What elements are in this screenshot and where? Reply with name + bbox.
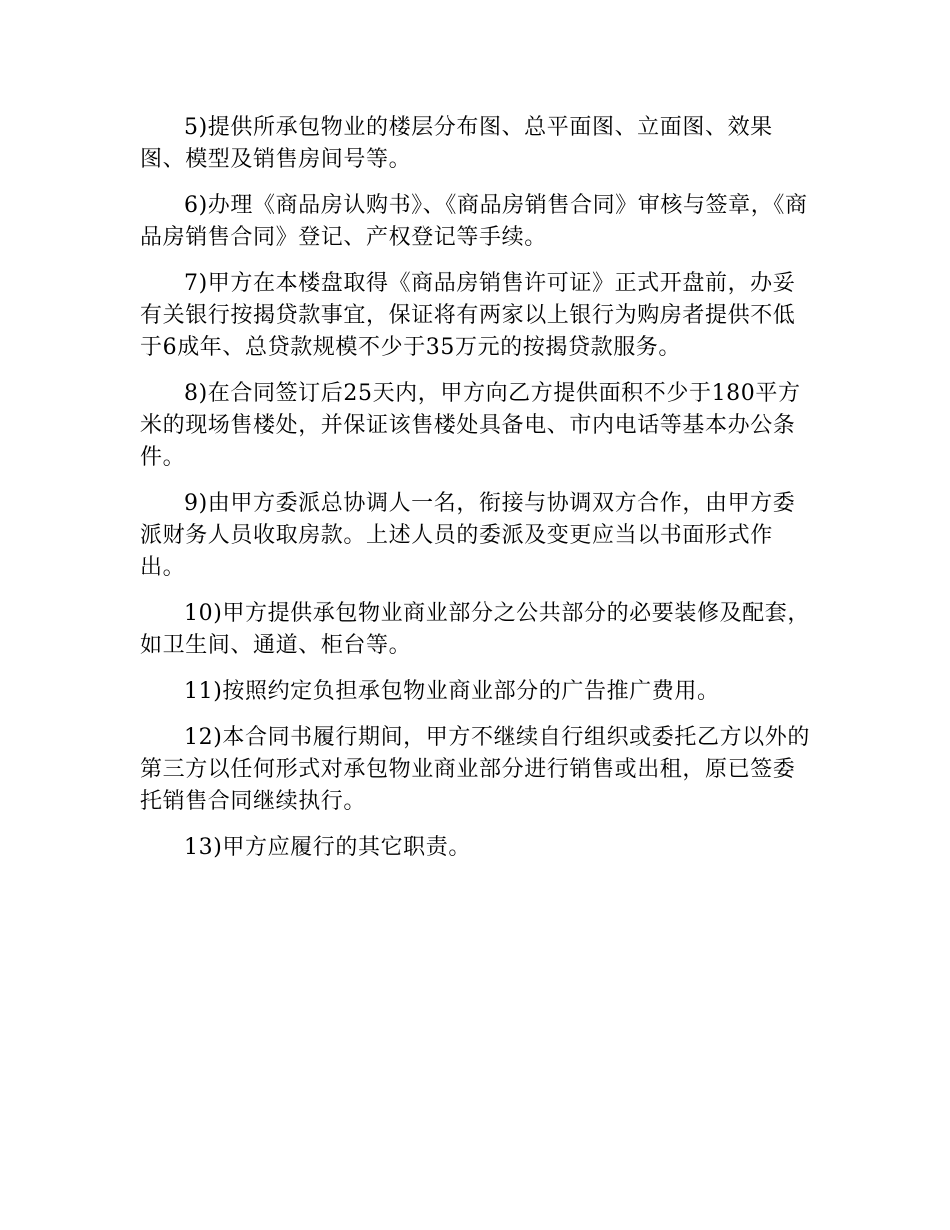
clause-5: 5)提供所承包物业的楼层分布图、总平面图、立面图、效果图、模型及销售房间号等。 (140, 115, 773, 172)
clause-9: 9)由甲方委派总协调人一名，衔接与协调双方合作，由甲方委派财务人员收取房款。上述人员的委派及变更应当以书面形式作出。 (140, 491, 796, 580)
document-body (140, 112, 812, 878)
clause-6: 6)办理《商品房认购书》、《商品房销售合同》审核与签章，《商品房销售合同》登记、产权登记等手续。 (140, 193, 808, 250)
clause-7: 7)甲方在本楼盘取得《商品房销售许可证》正式开盘前，办妥有关银行按揭贷款事宜，保证将有两家以上银行为购房者提供不低于6成年、总贷款规模不少于35万元的按揭贷款服务。 (140, 271, 796, 360)
clause-10: 10)甲方提供承包物业商业部分之公共部分的必要装修及配套，如卫生间、通道、柜台等。 (140, 601, 810, 658)
clause-12: 12)本合同书履行期间，甲方不继续自行组织或委托乙方以外的第三方以任何形式对承包物业商业部分进行销售或出租，原已签委托销售合同继续执行。 (140, 725, 810, 814)
clause-11: 11)按照约定负担承包物业商业部分的广告推广费用。 (184, 679, 720, 704)
clause-8: 8)在合同签订后25天内，甲方向乙方提供面积不少于180平方米的现场售楼处，并保证该售楼处具备电、市内电话等基本办公条件。 (140, 381, 801, 470)
clause-13: 13)甲方应履行的其它职责。 (184, 835, 471, 860)
